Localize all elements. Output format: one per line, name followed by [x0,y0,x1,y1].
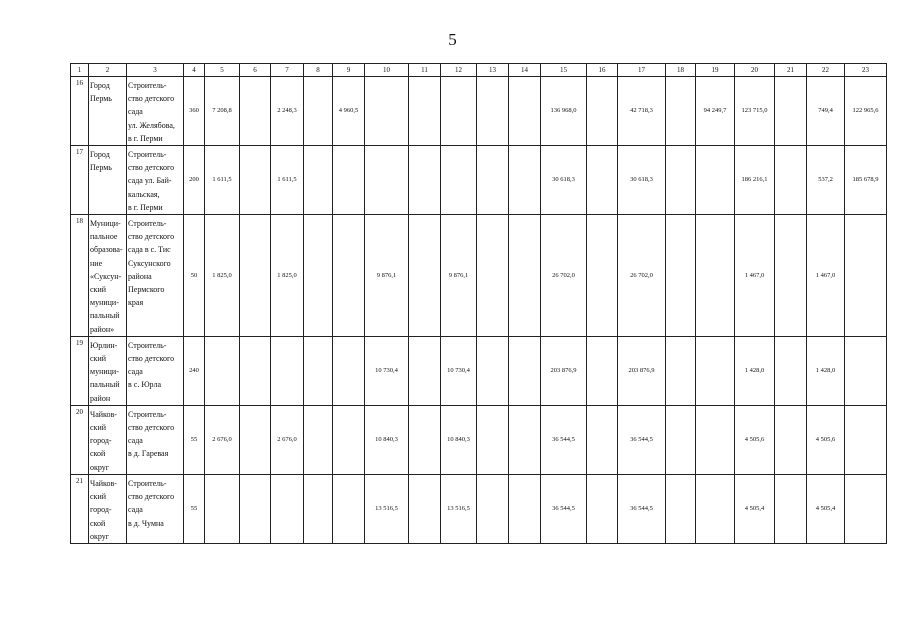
value-cell: 10 730,4 [365,336,409,405]
value-cell [696,474,735,543]
value-cell [666,405,696,474]
value-cell [409,146,441,215]
column-header: 16 [587,64,618,77]
value-cell [696,336,735,405]
column-header: 2 [89,64,127,77]
value-cell [509,336,541,405]
column-header: 13 [477,64,509,77]
value-cell [666,146,696,215]
value-cell [775,146,807,215]
municipality-line: город- [90,436,112,446]
value-cell [441,146,477,215]
column-header: 10 [365,64,409,77]
column-header: 7 [271,64,304,77]
value-cell [775,77,807,146]
table-row [71,405,887,474]
object-line: ство детского [128,492,175,502]
column-header: 17 [618,64,666,77]
value-cell [271,474,304,543]
value-cell [240,77,271,146]
value-cell: 36 544,5 [618,405,666,474]
table-row [71,336,887,405]
value-cell [409,405,441,474]
value-cell [587,474,618,543]
column-header: 18 [666,64,696,77]
object-line: района [128,271,152,281]
municipality-line: пальное [90,232,118,242]
municipality-line: Пермь [90,94,112,104]
value-cell [845,336,887,405]
value-cell [666,336,696,405]
object-line: ство детского [128,94,175,104]
value-cell [240,146,271,215]
value-cell: 749,4 [807,77,845,146]
municipality-line: район [90,393,111,403]
column-header: 12 [441,64,477,77]
column-header: 21 [775,64,807,77]
value-cell [775,336,807,405]
object-cell [127,146,184,215]
municipality-cell [89,405,127,474]
value-cell [666,77,696,146]
column-header: 15 [541,64,587,77]
value-cell [845,474,887,543]
value-cell [775,474,807,543]
value-cell: 55 [184,405,205,474]
municipality-line: «Суксун- [90,271,122,281]
municipality-cell [89,474,127,543]
municipality-line: Чайков- [90,478,117,488]
value-cell: 30 618,3 [618,146,666,215]
value-cell [441,77,477,146]
municipality-line: район» [90,324,115,334]
object-line: в д. Гаревая [128,449,169,459]
value-cell: 94 249,7 [696,77,735,146]
value-cell [587,336,618,405]
column-header: 11 [409,64,441,77]
column-header: 5 [205,64,240,77]
column-header: 20 [735,64,775,77]
value-cell: 1 825,0 [205,215,240,337]
table-row [71,215,887,337]
value-cell: 4 505,6 [807,405,845,474]
value-cell [365,146,409,215]
object-line: Строитель- [128,340,167,350]
municipality-line: образова- [90,245,123,255]
object-cell [127,405,184,474]
value-cell [304,146,333,215]
municipality-line: пальный [90,311,120,321]
value-cell [333,405,365,474]
value-cell: 203 876,9 [618,336,666,405]
value-cell [477,146,509,215]
value-cell [666,474,696,543]
object-line: в с. Юрла [128,380,161,390]
value-cell [333,336,365,405]
municipality-line: Город [90,81,110,90]
column-number-row [71,64,887,77]
value-cell [240,215,271,337]
value-cell [477,77,509,146]
value-cell: 2 248,3 [271,77,304,146]
value-cell: 203 876,9 [541,336,587,405]
municipality-line: ский [90,492,106,502]
object-line: сада [128,505,143,515]
value-cell: 186 216,1 [735,146,775,215]
value-cell [587,405,618,474]
object-cell [127,77,184,146]
value-cell [509,146,541,215]
object-line: сада [128,107,143,117]
page-number: 5 [448,30,457,49]
value-cell [409,336,441,405]
value-cell: 200 [184,146,205,215]
row-number: 19 [71,336,89,405]
row-number: 21 [71,474,89,543]
value-cell: 123 715,0 [735,77,775,146]
value-cell [304,405,333,474]
value-cell [205,336,240,405]
municipality-line: ской [90,449,106,459]
value-cell [509,405,541,474]
value-cell: 13 516,5 [441,474,477,543]
value-cell [304,215,333,337]
value-cell: 4 505,4 [807,474,845,543]
value-cell: 240 [184,336,205,405]
value-cell [477,405,509,474]
municipality-line: Муници- [90,219,121,229]
value-cell: 185 678,9 [845,146,887,215]
object-line: сада в с. Тис [128,245,171,255]
value-cell [666,215,696,337]
municipality-cell [89,336,127,405]
value-cell: 36 544,5 [618,474,666,543]
table-body [71,64,887,544]
value-cell: 9 876,1 [441,215,477,337]
municipality-line: Чайков- [90,409,117,419]
column-header: 23 [845,64,887,77]
municipality-line: Пермь [90,163,112,173]
municipality-cell [89,215,127,337]
municipality-line: муници- [90,298,119,308]
municipality-line: муници- [90,367,119,377]
value-cell [477,336,509,405]
value-cell [509,77,541,146]
object-cell [127,215,184,337]
value-cell: 4 960,5 [333,77,365,146]
value-cell [845,215,887,337]
value-cell: 1 428,0 [735,336,775,405]
value-cell: 13 516,5 [365,474,409,543]
municipality-line: ской [90,518,106,528]
value-cell [365,77,409,146]
object-line: ство детского [128,423,175,433]
object-line: кальская, [128,189,160,199]
value-cell [409,474,441,543]
municipality-line: город- [90,505,112,515]
value-cell [240,336,271,405]
municipality-line: округ [90,531,110,541]
value-cell: 10 840,3 [441,405,477,474]
value-cell: 1 611,5 [271,146,304,215]
municipality-line: Город [90,150,110,160]
municipality-line: Юрлин- [90,340,118,350]
object-line: Пермского [128,285,165,295]
value-cell: 136 968,0 [541,77,587,146]
object-line: в г. Перми [128,202,163,212]
value-cell: 36 544,5 [541,474,587,543]
value-cell [304,336,333,405]
object-line: Суксунского [128,258,171,268]
value-cell: 537,2 [807,146,845,215]
value-cell [775,215,807,337]
value-cell: 2 676,0 [205,405,240,474]
value-cell: 50 [184,215,205,337]
municipality-line: ский [90,354,106,364]
value-cell [845,405,887,474]
object-line: Строитель- [128,409,167,419]
column-header: 4 [184,64,205,77]
value-cell: 26 702,0 [541,215,587,337]
value-cell: 1 467,0 [735,215,775,337]
value-cell [587,215,618,337]
value-cell [409,215,441,337]
municipality-line: ский [90,423,106,433]
column-header: 22 [807,64,845,77]
column-header: 19 [696,64,735,77]
municipality-line: округ [90,462,110,472]
value-cell: 2 676,0 [271,405,304,474]
row-number: 16 [71,77,89,146]
value-cell: 360 [184,77,205,146]
value-cell [696,215,735,337]
value-cell: 1 611,5 [205,146,240,215]
value-cell: 10 840,3 [365,405,409,474]
value-cell [696,146,735,215]
table-row [71,146,887,215]
object-line: сада [128,367,143,377]
budget-table [70,63,887,544]
value-cell: 55 [184,474,205,543]
column-header: 6 [240,64,271,77]
value-cell [240,405,271,474]
value-cell [240,474,271,543]
table-row [71,77,887,146]
value-cell [271,336,304,405]
municipality-line: пальный [90,380,120,390]
object-line: сада [128,436,143,446]
value-cell: 1 428,0 [807,336,845,405]
value-cell [696,405,735,474]
object-line: края [128,298,144,308]
column-header: 3 [127,64,184,77]
object-line: в г. Перми [128,133,163,143]
value-cell [587,77,618,146]
object-cell [127,474,184,543]
municipality-cell [89,77,127,146]
value-cell: 30 618,3 [541,146,587,215]
object-line: Строитель- [128,150,167,160]
column-header: 9 [333,64,365,77]
value-cell [477,474,509,543]
object-line: в д. Чумна [128,518,164,528]
value-cell [477,215,509,337]
value-cell: 42 718,3 [618,77,666,146]
value-cell: 10 730,4 [441,336,477,405]
row-number: 18 [71,215,89,337]
value-cell: 9 876,1 [365,215,409,337]
object-line: ул. Желябова, [128,120,175,130]
value-cell: 122 965,6 [845,77,887,146]
value-cell [333,474,365,543]
value-cell [304,77,333,146]
value-cell: 26 702,0 [618,215,666,337]
municipality-cell [89,146,127,215]
row-number: 20 [71,405,89,474]
value-cell [205,474,240,543]
object-line: ство детского [128,163,175,173]
object-line: ство детского [128,354,175,364]
municipality-line: ский [90,285,106,295]
object-line: Строитель- [128,478,167,488]
column-header: 14 [509,64,541,77]
object-line: сада ул. Бай- [128,176,172,186]
value-cell [587,146,618,215]
value-cell [409,77,441,146]
value-cell: 4 505,4 [735,474,775,543]
value-cell [304,474,333,543]
column-header: 8 [304,64,333,77]
value-cell [333,215,365,337]
value-cell [333,146,365,215]
value-cell [775,405,807,474]
value-cell [509,215,541,337]
value-cell: 1 825,0 [271,215,304,337]
object-line: Строитель- [128,219,167,229]
value-cell [509,474,541,543]
object-line: ство детского [128,232,175,242]
value-cell: 1 467,0 [807,215,845,337]
column-header: 1 [71,64,89,77]
municipality-line: ние [90,258,103,268]
value-cell: 7 208,8 [205,77,240,146]
table-row [71,474,887,543]
value-cell: 4 505,6 [735,405,775,474]
value-cell: 36 544,5 [541,405,587,474]
object-cell [127,336,184,405]
object-line: Строитель- [128,81,167,90]
row-number: 17 [71,146,89,215]
